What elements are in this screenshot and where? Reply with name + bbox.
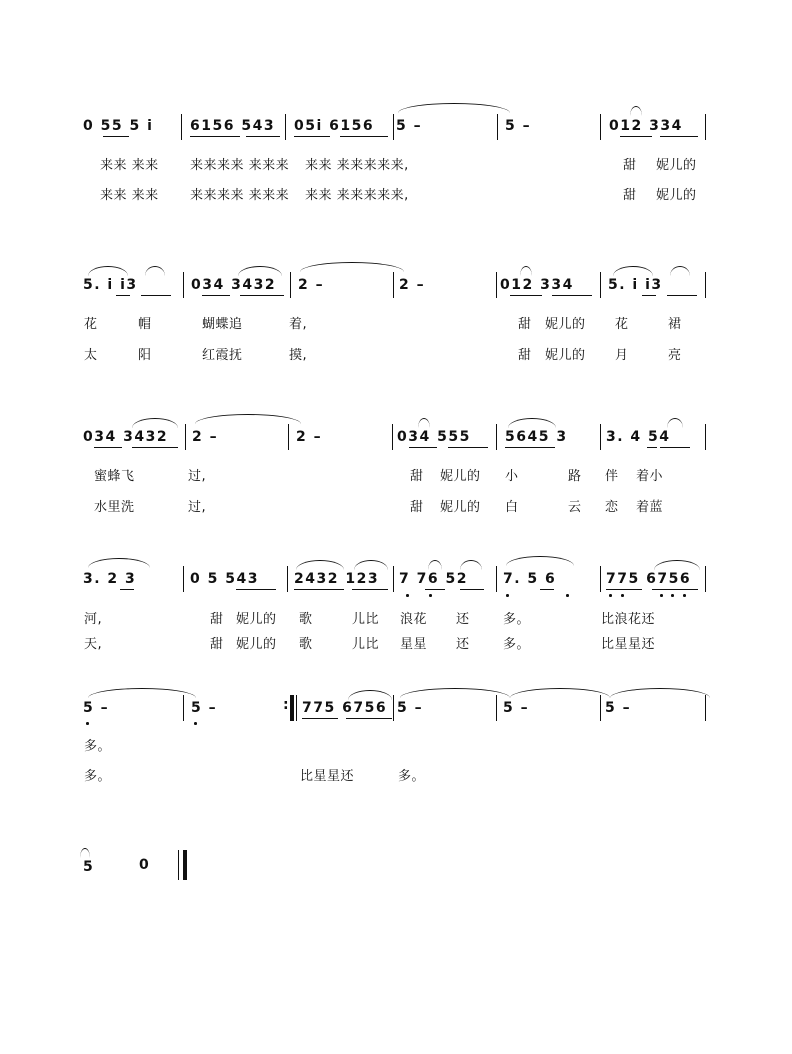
measure-notes: 5 –	[605, 700, 632, 716]
slur	[520, 266, 532, 276]
tie	[400, 688, 510, 698]
measure-notes: 3. 2 3	[83, 571, 137, 587]
measure-notes: 034 3432	[83, 429, 169, 445]
underline	[294, 589, 344, 590]
lyric: 歌	[299, 612, 313, 627]
underline	[202, 295, 230, 296]
underline	[294, 136, 330, 137]
underline	[190, 136, 240, 137]
lyric: 蝴蝶追	[202, 317, 243, 332]
underline	[120, 589, 134, 590]
lyric: 多。	[503, 637, 531, 652]
slur	[428, 560, 442, 570]
lyric: 妮儿的	[545, 348, 586, 363]
low-dot	[609, 594, 612, 597]
lyric: 妮儿的	[656, 188, 697, 203]
lyric: 妮儿的	[656, 158, 697, 173]
lyric: 甜	[210, 612, 224, 627]
tie	[510, 688, 610, 698]
lyric: 比星星还	[601, 637, 656, 652]
underline	[132, 447, 178, 448]
barline	[393, 695, 394, 721]
lyric: 甜	[518, 348, 532, 363]
tie	[398, 103, 510, 113]
measure-notes: 2 –	[298, 277, 325, 293]
lyric: 来来来来 来来来	[190, 158, 290, 173]
slur	[506, 556, 574, 566]
barline	[496, 695, 497, 721]
low-dot	[86, 722, 89, 725]
barline	[296, 695, 297, 721]
measure-notes: 012 334	[500, 277, 574, 293]
barline	[183, 695, 184, 721]
underline	[667, 295, 697, 296]
slur	[654, 560, 700, 570]
slur	[88, 558, 150, 568]
measure-notes: 775 6756	[606, 571, 692, 587]
measure-notes: 2 –	[192, 429, 219, 445]
underline	[606, 589, 642, 590]
slur	[296, 560, 344, 570]
underline	[460, 589, 484, 590]
low-dot	[406, 594, 409, 597]
lyric: 还	[456, 612, 470, 627]
lyric: 月	[615, 348, 629, 363]
barline	[183, 566, 184, 592]
measure-notes: 2 –	[399, 277, 426, 293]
slur	[88, 266, 128, 276]
measure-notes: 05i 6156	[294, 118, 375, 134]
lyric: 河,	[84, 612, 103, 627]
slur	[348, 690, 392, 700]
lyric: 着小	[636, 469, 664, 484]
tie	[195, 414, 301, 424]
measure-notes: 034 555	[397, 429, 471, 445]
measure-notes: 5645 3	[505, 429, 568, 445]
repeat-dots: :	[283, 697, 289, 713]
underline	[352, 589, 388, 590]
measure-notes: 0 5 543	[190, 571, 259, 587]
underline	[346, 718, 392, 719]
measure-notes: 5 –	[191, 700, 218, 716]
underline	[116, 295, 130, 296]
barline	[285, 114, 286, 140]
barline	[600, 424, 601, 450]
barline	[705, 424, 706, 450]
slur	[508, 418, 556, 428]
lyric: 着,	[289, 317, 308, 332]
measure-notes: 3. 4 54	[606, 429, 671, 445]
barline	[600, 272, 601, 298]
measure-notes: 5. i i3	[608, 277, 663, 293]
lyric: 云	[568, 500, 582, 515]
low-dot	[683, 594, 686, 597]
lyric: 儿比	[352, 637, 380, 652]
tie	[300, 262, 404, 272]
underline	[240, 295, 284, 296]
final-barline	[183, 850, 187, 880]
measure-notes: 775 6756	[302, 700, 388, 716]
measure-notes: 7 76 52	[399, 571, 468, 587]
measure-notes: 0	[139, 857, 151, 873]
lyric: 儿比	[352, 612, 380, 627]
measure-notes: 0 55 5 i	[83, 118, 154, 134]
underline	[94, 447, 122, 448]
lyric: 甜	[410, 500, 424, 515]
lyric: 多。	[398, 769, 426, 784]
low-dot	[671, 594, 674, 597]
lyric: 恋	[605, 500, 619, 515]
lyric: 星星	[400, 637, 428, 652]
barline	[705, 566, 706, 592]
lyric: 妮儿的	[236, 612, 277, 627]
underline	[141, 295, 171, 296]
tie	[610, 688, 710, 698]
lyric: 路	[568, 469, 582, 484]
underline	[652, 589, 698, 590]
lyric: 甜	[518, 317, 532, 332]
measure-notes: 2 –	[296, 429, 323, 445]
lyric: 过,	[188, 469, 207, 484]
measure-notes: 5 –	[83, 700, 110, 716]
barline	[288, 424, 289, 450]
measure-notes: 7. 5 6	[503, 571, 557, 587]
underline	[246, 136, 280, 137]
underline	[647, 447, 657, 448]
lyric: 亮	[668, 348, 682, 363]
lyric: 甜	[623, 158, 637, 173]
measure-notes: 6156 543	[190, 118, 276, 134]
measure-notes: 5. i i3	[83, 277, 138, 293]
slur	[460, 560, 482, 570]
barline	[393, 114, 394, 140]
barline	[600, 566, 601, 592]
lyric: 白	[505, 500, 519, 515]
lyric: 天,	[84, 637, 103, 652]
barline	[392, 424, 393, 450]
lyric: 比浪花还	[601, 612, 656, 627]
barline	[600, 114, 601, 140]
underline	[409, 447, 437, 448]
measure-notes: 5 –	[503, 700, 530, 716]
barline	[393, 272, 394, 298]
lyric: 蜜蜂飞	[94, 469, 135, 484]
barline	[181, 114, 182, 140]
measure-notes: 5 –	[397, 700, 424, 716]
lyric: 来来 来来来来来,	[305, 188, 409, 203]
lyric: 妮儿的	[236, 637, 277, 652]
measure-notes: 5 –	[396, 118, 423, 134]
underline	[642, 295, 656, 296]
lyric: 裙	[668, 317, 682, 332]
slur	[613, 266, 653, 276]
measure-notes: 2432 123	[294, 571, 380, 587]
underline	[340, 136, 388, 137]
lyric: 着蓝	[636, 500, 664, 515]
low-dot	[660, 594, 663, 597]
tie-end	[80, 848, 90, 858]
slur	[418, 418, 430, 428]
lyric: 伴	[605, 469, 619, 484]
lyric: 来来 来来	[100, 188, 159, 203]
lyric: 来来来来 来来来	[190, 188, 290, 203]
lyric: 摸,	[289, 348, 308, 363]
lyric: 还	[456, 637, 470, 652]
underline	[552, 295, 592, 296]
lyric: 过,	[188, 500, 207, 515]
repeat-barline	[290, 695, 294, 721]
barline	[178, 850, 179, 880]
lyric: 水里洗	[94, 500, 135, 515]
low-dot	[194, 722, 197, 725]
slur	[630, 106, 642, 116]
underline	[236, 589, 276, 590]
lyric: 歌	[299, 637, 313, 652]
measure-notes: 012 334	[609, 118, 683, 134]
slur	[354, 560, 388, 570]
barline	[705, 272, 706, 298]
barline	[287, 566, 288, 592]
lyric: 来来 来来来来来,	[305, 158, 409, 173]
lyric: 浪花	[400, 612, 428, 627]
lyric: 妮儿的	[545, 317, 586, 332]
measure-notes: 5 –	[505, 118, 532, 134]
low-dot	[506, 594, 509, 597]
underline	[660, 136, 698, 137]
barline	[393, 566, 394, 592]
lyric: 多。	[503, 612, 531, 627]
slur	[670, 266, 690, 276]
underline	[103, 136, 129, 137]
underline	[302, 718, 338, 719]
tie	[88, 688, 196, 698]
underline	[620, 136, 652, 137]
underline	[660, 447, 690, 448]
barline	[496, 272, 497, 298]
lyric: 太	[84, 348, 98, 363]
lyric: 甜	[210, 637, 224, 652]
slur	[132, 418, 178, 428]
underline	[448, 447, 488, 448]
barline	[497, 114, 498, 140]
low-dot	[566, 594, 569, 597]
lyric: 来来 来来	[100, 158, 159, 173]
underline	[425, 589, 445, 590]
lyric: 多。	[84, 739, 112, 754]
barline	[183, 272, 184, 298]
underline	[505, 447, 555, 448]
lyric: 甜	[623, 188, 637, 203]
lyric: 帽	[138, 317, 152, 332]
measure-notes: 5	[83, 859, 95, 875]
barline	[496, 566, 497, 592]
barline	[705, 695, 706, 721]
underline	[540, 589, 554, 590]
slur	[145, 266, 165, 276]
lyric: 甜	[410, 469, 424, 484]
lyric: 多。	[84, 769, 112, 784]
low-dot	[621, 594, 624, 597]
low-dot	[429, 594, 432, 597]
barline	[600, 695, 601, 721]
barline	[705, 114, 706, 140]
slur	[667, 418, 683, 428]
underline	[510, 295, 542, 296]
measure-notes: 034 3432	[191, 277, 277, 293]
lyric: 阳	[138, 348, 152, 363]
lyric: 小	[505, 469, 519, 484]
lyric: 花	[84, 317, 98, 332]
lyric: 花	[615, 317, 629, 332]
barline	[185, 424, 186, 450]
barline	[290, 272, 291, 298]
lyric: 比星星还	[300, 769, 355, 784]
slur	[238, 266, 282, 276]
barline	[496, 424, 497, 450]
lyric: 妮儿的	[440, 469, 481, 484]
lyric: 红霞抚	[202, 348, 243, 363]
lyric: 妮儿的	[440, 500, 481, 515]
